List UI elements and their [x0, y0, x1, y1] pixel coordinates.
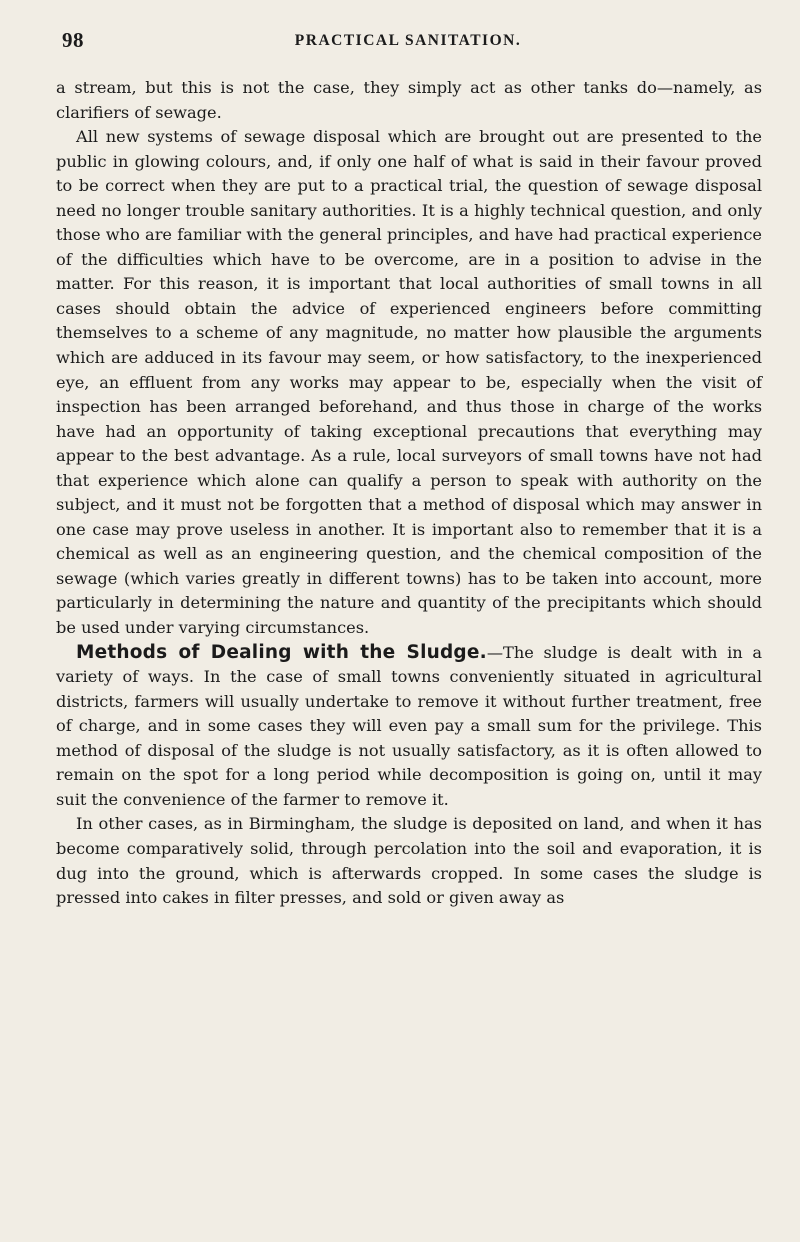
- running-title: PRACTICAL SANITATION.: [294, 32, 522, 49]
- paragraph-sludge-methods: [56, 641, 762, 813]
- paragraph-sewage-systems: All new systems of sewage disposal which are brought out are presented to the public in glowing colours, and, if only one half of what is said in their favour proved to be correct when they are put to a practical trial, the question of sewage disposal need no longer trouble sanitary authorities. It is a highly technical question, and only those who are familiar with the general principles, and have had practical experience of the difficulties which have to be overcome, are in a position to advise in the matter. For this reason, it is important that local authorities of small towns in all cases should obtain the advice of experienced engineers before committing themselves to a scheme of any magnitude, no matter how plausible the arguments which are adduced in its favour may seem, or how satisfactory, to the inexperienced eye, an effluent from any works may appear to be, especially when the visit of inspection has been arranged beforehand, and thus those in charge of the works have had an opportunity of taking exceptional precautions that everything may appear to the best advantage. As a rule, local surveyors of small towns have not had that experience which alone can qualify a person to speak with authority on the subject, and it must not be forgotten that a method of disposal which may answer in one case may prove useless in another. It is important also to remember that it is a chemical as well as an engineering question, and the chemical composition of the sewage (which varies greatly in different towns) has to be taken into account, more particularly in determining the nature and quantity of the precipitants which should be used under varying circumstances.: [56, 127, 762, 638]
- paragraph-birmingham: In other cases, as in Birmingham, the sludge is deposited on land, and when it has become comparatively solid, through percolation into the soil and evaporation, it is dug into the ground, which is afterwards cropped. In some cases the sludge is pressed into cakes in filter presses, and sold or given away as: [56, 814, 762, 908]
- section-heading: Methods of Dealing with the Sludge.: [76, 641, 487, 663]
- paragraph-continuation: a stream, but this is not the case, they simply act as other tanks do—namely, as clarifiers of sewage.: [56, 78, 762, 122]
- section-paragraph-text: —The sludge is dealt with in a variety of ways. In the case of small towns conveniently situated in agricultural districts, farmers will usually undertake to remove it without further treatment, free of charge, and in some cases they will even pay a small sum for the privilege. This method of disposal of the sludge is not usually satisfactory, as it is often allowed to remain on the spot for a long period while decomposition is going on, until it may suit the convenience of the farmer to remove it.: [56, 642, 762, 809]
- body-text: [56, 76, 762, 911]
- page-number: 98: [62, 28, 84, 52]
- page-header: [52, 28, 764, 58]
